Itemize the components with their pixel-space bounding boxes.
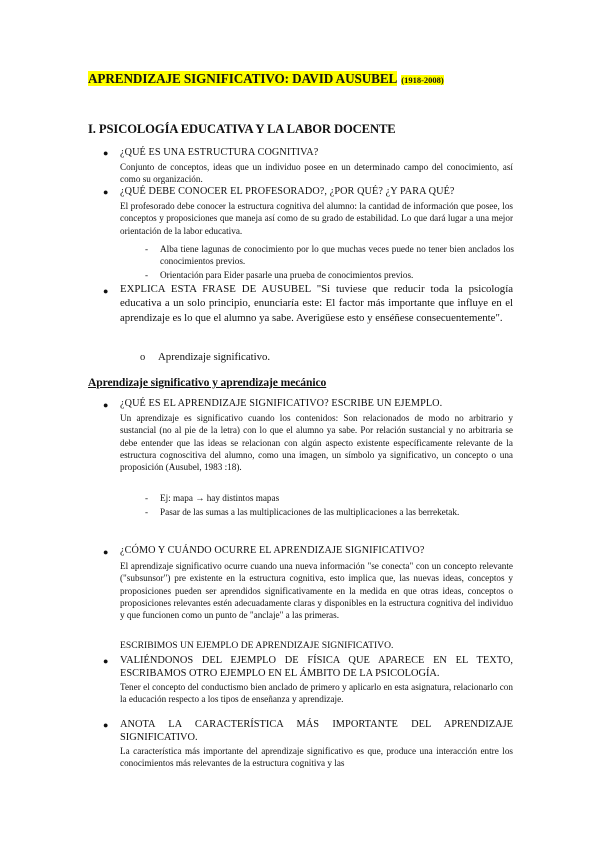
s2-answer-3: Tener el concepto del conductismo bien anclado de primero y aplicarlo en esta asignatura, relacionarlo con la educación respecto a los tipos de enseñanza y aprendizaje. [120,682,513,705]
s2-answer-4: La característica más importante del aprendizaje significativo es que, produce una interacción entre los conocimientos más relevantes de la estructura cognitiva y las [120,746,513,769]
s2-answer-2: El aprendizaje significativo ocurre cuando una nueva información "se conecta" con un concepto relevante ("subsunsor") pre existente en la estructura cognitiva, esto implica que, las nuevas ideas, conceptos y proposiciones pueden ser aprendidos significativamente en la medida en que otras ideas, conceptos o proposiciones relevantes estén adecuadamente claras y disponibles en la estructura cognitiva del individuo y que funcionen como un punto de "anclaje" a las primeras. [120,561,513,621]
bullet-marker: ● [103,286,109,296]
document-title-years: (1918-2008) [401,75,444,85]
s1-answer-2-sub-1: Alba tiene lagunas de conocimiento por lo que muchas veces puede no tener bien anclados los conocimientos previos. [160,244,514,267]
circle-marker: o [140,352,146,363]
dash-marker: - [145,507,149,517]
section2-heading: Aprendizaje significativo y aprendizaje mecánico [88,376,327,389]
s2-answer-2-extra: ESCRIBIMOS UN EJEMPLO DE APRENDIZAJE SIGNIFICATIVO. [120,640,394,651]
s1-question-1: ¿QUÉ ES UNA ESTRUCTURA COGNITIVA? [120,147,319,158]
s1-answer-2-sub-2: Orientación para Eider pasarle una prueba de conocimientos previos. [160,270,414,280]
bullet-marker: ● [103,656,109,666]
section1-heading: I. PSICOLOGÍA EDUCATIVA Y LA LABOR DOCENTE [88,122,396,136]
s2-answer-1-sub-2: Pasar de las sumas a las multiplicaciones de las multiplicaciones a las berreketak. [160,507,460,517]
s1-answer-2: El profesorado debe conocer la estructura cognitiva del alumno: la cantidad de información que posee, los conceptos y proposiciones que maneja así como de su grado de estabilidad. Lo que dará lugar a una mejor orientación de la labor educativa. [120,201,513,236]
s2-answer-1-sub-1: Ej: mapa → hay distintos mapas [160,493,280,503]
bullet-marker: ● [103,720,109,730]
s1-question-3: EXPLICA ESTA FRASE DE AUSUBEL "Si tuviese que reducir toda la psicología educativa a un solo principio, enunciaría este: El factor más importante que influye en el aprendizaje es lo que el alumno ya sabe. Averigüese esto y enséñese consecuentemente". [120,283,513,324]
dash-marker: - [145,493,149,503]
s1-answer-1: Conjunto de conceptos, ideas que un individuo posee en un determinado campo del conocimiento, así como su organización. [120,162,513,185]
document-title-line [88,70,444,88]
bullet-marker: ● [103,187,109,197]
dash-marker: - [145,244,149,254]
s1-question-3-sub: Aprendizaje significativo. [158,351,271,363]
bullet-marker: ● [103,400,109,410]
bullet-marker: ● [103,148,109,158]
document-title: APRENDIZAJE SIGNIFICATIVO: DAVID AUSUBEL [88,71,398,86]
s1-question-2: ¿QUÉ DEBE CONOCER EL PROFESORADO?, ¿POR QUÉ? ¿Y PARA QUÉ? [120,186,455,197]
s2-question-4: ANOTA LA CARACTERÍSTICA MÁS IMPORTANTE DEL APRENDIZAJE SIGNIFICATIVO. [120,719,513,743]
bullet-marker: ● [103,547,109,557]
s2-question-1: ¿QUÉ ES EL APRENDIZAJE SIGNIFICATIVO? ESCRIBE UN EJEMPLO. [120,398,443,409]
s2-answer-1: Un aprendizaje es significativo cuando los contenidos: Son relacionados de modo no arbitrario y sustancial (no al pie de la letra) con lo que el alumno ya sabe. Por relación sustancial y no arbitraria se debe entender que las ideas se relacionan con algún aspecto existente específicamente relevante de la estructura cognoscitiva del alumno, como una imagen, un símbolo ya significativo, un concepto o una proposición (Ausubel, 1983 :18). [120,413,513,473]
dash-marker: - [145,270,149,280]
s2-question-3: VALIÉNDONOS DEL EJEMPLO DE FÍSICA QUE APARECE EN EL TEXTO, ESCRIBAMOS OTRO EJEMPLO EN EL ÁMBITO DE LA PSICOLOGÍA. [120,655,513,679]
s2-question-2: ¿CÓMO Y CUÁNDO OCURRE EL APRENDIZAJE SIGNIFICATIVO? [120,545,425,556]
